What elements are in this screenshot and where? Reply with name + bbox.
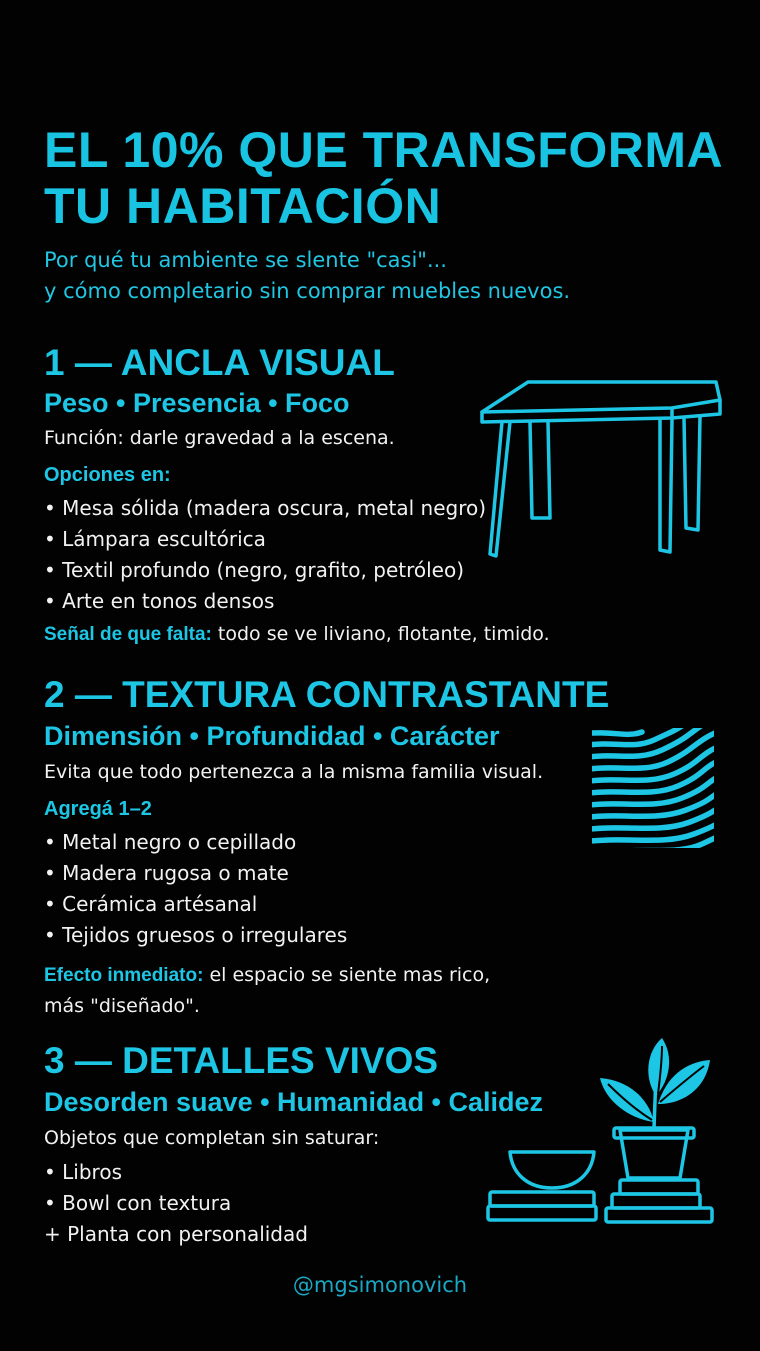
subtitle-line-2: y cómo completario sin comprar muebles nuevos. bbox=[44, 279, 571, 303]
section-1-title: 1 — ANCLA VISUAL bbox=[44, 342, 395, 383]
section-2-title: 2 — TEXTURA CONTRASTANTE bbox=[44, 674, 610, 715]
section-2-signal bbox=[44, 960, 490, 1021]
list-item: • Lámpara escultórica bbox=[44, 527, 266, 551]
section-1-subtitle: Peso • Presencia • Foco bbox=[44, 388, 350, 418]
list-item: • Mesa sólida (madera oscura, metal negro) bbox=[44, 496, 487, 520]
list-item: + Planta con personalidad bbox=[44, 1222, 308, 1246]
list-item: • Tejidos gruesos o irregulares bbox=[44, 923, 348, 947]
author-handle[interactable]: @mgsimonovich bbox=[292, 1273, 468, 1297]
section-1-options-label: Opciones en: bbox=[44, 464, 171, 486]
section-2-list bbox=[44, 827, 347, 951]
list-item: • Libros bbox=[44, 1160, 122, 1184]
list-item: • Textil profundo (negro, grafito, petróleo) bbox=[44, 558, 465, 582]
section-3-description: Objetos que completan sin saturar: bbox=[44, 1127, 380, 1149]
page-title bbox=[44, 122, 744, 234]
title-line-2: TU HABITACIÓN bbox=[44, 178, 442, 234]
section-2-description: Evita que todo pertenezca a la misma familia visual. bbox=[44, 761, 544, 783]
section-2-subtitle: Dimensión • Profundidad • Carácter bbox=[44, 721, 500, 751]
table-icon bbox=[476, 378, 726, 562]
section-1-description: Función: darle gravedad a la escena. bbox=[44, 427, 395, 449]
section-2-options-label: Agregá 1–2 bbox=[44, 798, 152, 820]
section-3-subtitle: Desorden suave • Humanidad • Calidez bbox=[44, 1087, 544, 1117]
section-3-title: 3 — DETALLES VIVOS bbox=[44, 1040, 439, 1081]
list-item: • Bowl con textura bbox=[44, 1191, 232, 1215]
section-1-signal bbox=[44, 622, 550, 647]
signal-label: Señal de que falta: bbox=[44, 624, 212, 645]
section-1-list bbox=[44, 493, 486, 617]
signal-text: todo se ve liviano, flotante, timido. bbox=[211, 623, 550, 645]
plant-books-bowl-icon bbox=[484, 1034, 722, 1226]
subtitle-line-1: Por qué tu ambiente se slente "casi"... bbox=[44, 248, 447, 272]
list-item: • Arte en tonos densos bbox=[44, 589, 275, 613]
signal-text: el espacio se siente mas rico, bbox=[203, 964, 491, 986]
wavy-texture-icon bbox=[592, 728, 716, 848]
signal-text-line-2: más "diseñado". bbox=[44, 995, 200, 1017]
page-subtitle bbox=[44, 245, 724, 307]
list-item: • Metal negro o cepillado bbox=[44, 830, 297, 854]
section-3-list bbox=[44, 1157, 308, 1250]
title-line-1: EL 10% QUE TRANSFORMA bbox=[44, 122, 724, 178]
list-item: • Madera rugosa o mate bbox=[44, 861, 289, 885]
list-item: • Cerámica artésanal bbox=[44, 892, 258, 916]
signal-label: Efecto inmediato: bbox=[44, 965, 204, 986]
